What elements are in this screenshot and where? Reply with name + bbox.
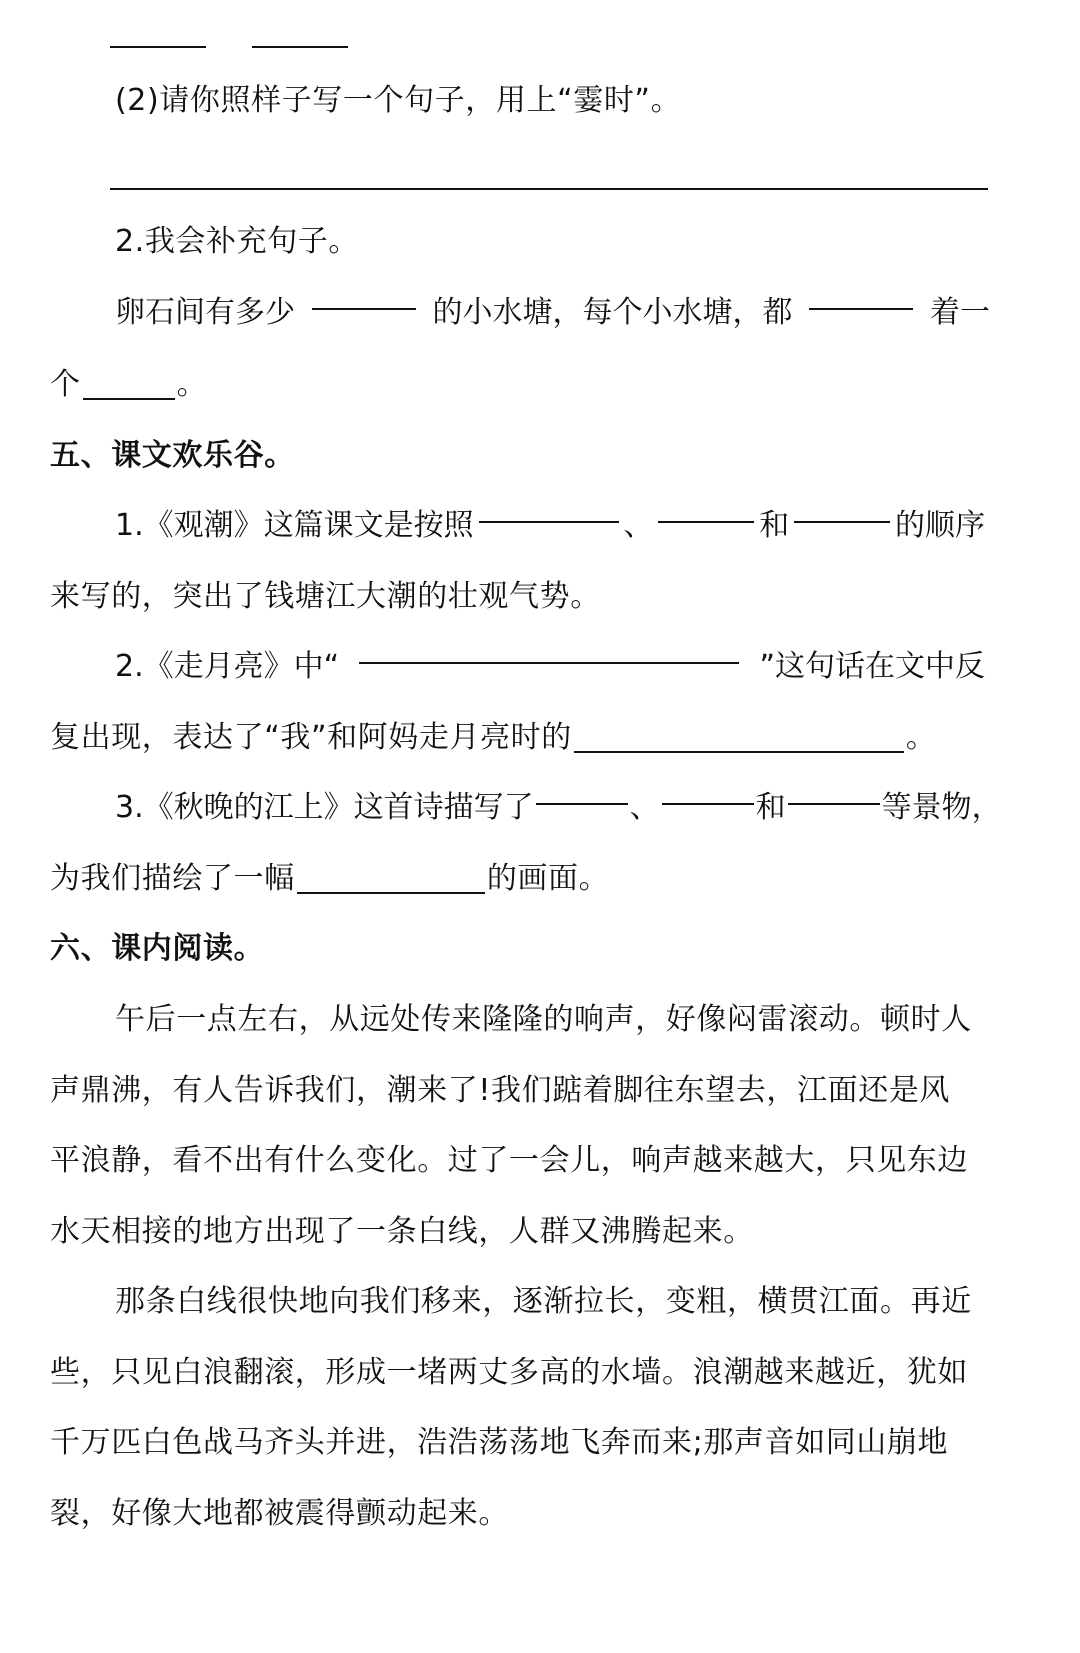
separator-text: 和 <box>759 508 790 543</box>
question-text: 来写的，突出了钱塘江大潮的壮观气势。 <box>50 579 601 614</box>
section-five-title <box>50 421 1040 491</box>
question-text: 为我们描绘了一幅 <box>50 861 295 896</box>
answer-blank-top-1[interactable] <box>110 46 206 48</box>
sentence-text: 。 <box>176 367 208 402</box>
fill-blank[interactable] <box>479 491 619 523</box>
fill-blank[interactable] <box>794 491 890 523</box>
fill-blank[interactable] <box>809 278 913 310</box>
question-text: 复出现，表达了“我”和阿妈走月亮时的 <box>50 720 572 755</box>
question-text: 的画面。 <box>486 861 610 896</box>
section-heading: 五、课文欢乐谷。 <box>50 438 295 473</box>
question-item-2 <box>115 66 1040 136</box>
fill-sentence-title <box>115 207 1040 277</box>
sentence-text: 卵石间有多少 <box>115 295 295 330</box>
question-text: ”这句话在文中反 <box>759 649 985 684</box>
fill-blank[interactable] <box>574 721 904 753</box>
question-text: 2.《走月亮》中“ <box>115 649 340 684</box>
question-text: 的顺序 <box>894 508 985 543</box>
question-text: 。 <box>905 720 937 755</box>
fill-sentence-line-2 <box>50 350 1040 420</box>
fill-sentence-line-1 <box>115 278 990 348</box>
fill-blank[interactable] <box>788 773 880 805</box>
fill-blank[interactable] <box>312 278 416 310</box>
sentence-text: 个 <box>50 367 81 402</box>
section5-q1-line-1 <box>115 491 985 561</box>
answer-blank-top-2[interactable] <box>252 46 348 48</box>
fill-blank[interactable] <box>658 491 754 523</box>
reading-p2-line-3: 千万匹白色战马齐头并进，浩浩荡荡地飞奔而来;那声音如同山崩地 <box>50 1425 949 1460</box>
section-heading: 六、课内阅读。 <box>50 931 265 966</box>
fill-blank[interactable] <box>83 368 175 400</box>
question-text: 1.《观潮》这篇课文是按照 <box>115 508 474 543</box>
separator-text: 和 <box>755 790 786 825</box>
question-text: 等景物， <box>881 790 1002 825</box>
sentence-text: 着一 <box>930 295 990 330</box>
section5-q2-line-1 <box>115 632 985 702</box>
reading-p1-line-1: 午后一点左右，从远处传来隆隆的响声，好像闷雷滚动。顿时人 <box>115 1002 972 1037</box>
separator-text: 、 <box>629 790 660 825</box>
section-six-title <box>50 914 1040 984</box>
section5-q3-line-2 <box>50 844 1040 914</box>
section5-q1-line-2 <box>50 562 1040 632</box>
reading-p1-line-4: 水天相接的地方出现了一条白线，人群又沸腾起来。 <box>50 1214 754 1249</box>
reading-p2-line-1: 那条白线很快地向我们移来，逐渐拉长，变粗，横贯江面。再近 <box>115 1284 972 1319</box>
fill-blank[interactable] <box>662 773 754 805</box>
question-text: 2.我会补充句子。 <box>115 224 360 259</box>
fill-blank[interactable] <box>297 862 485 894</box>
fill-blank[interactable] <box>359 632 739 664</box>
question-text: (2)请你照样子写一个句子，用上“霎时”。 <box>115 83 682 118</box>
reading-p1-line-3: 平浪静，看不出有什么变化。过了一会儿，响声越来越大，只见东边 <box>50 1143 968 1178</box>
question-text: 3.《秋晚的江上》这首诗描写了 <box>115 790 534 825</box>
reading-p2-line-2: 些，只见白浪翻滚，形成一堵两丈多高的水墙。浪潮越来越近，犹如 <box>50 1355 968 1390</box>
sentence-text: 的小水塘，每个小水塘，都 <box>432 295 793 330</box>
section5-q2-line-2 <box>50 703 1040 773</box>
sentence-answer-line[interactable] <box>110 188 988 190</box>
reading-p2-line-4: 裂，好像大地都被震得颤动起来。 <box>50 1496 509 1531</box>
section5-q3-line-1 <box>115 773 1002 843</box>
reading-p1-line-2: 声鼎沸，有人告诉我们，潮来了!我们踮着脚往东望去，江面还是风 <box>50 1073 951 1108</box>
fill-blank[interactable] <box>536 773 628 805</box>
separator-text: 、 <box>623 508 654 543</box>
